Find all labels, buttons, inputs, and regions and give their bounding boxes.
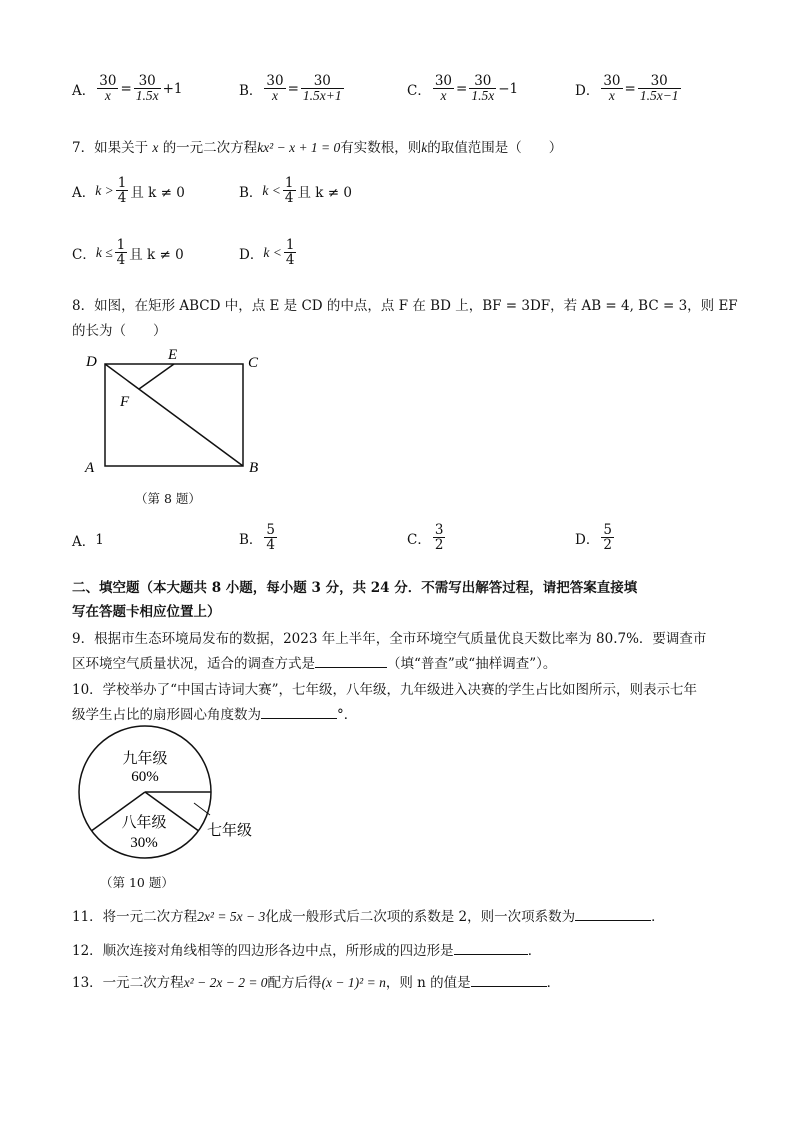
section2-heading-line2: 写在答题卡相应位置上） xyxy=(72,604,221,620)
option-label: C． xyxy=(407,82,431,99)
answer-blank[interactable] xyxy=(471,974,547,987)
slice-label-eighth-grade: 八年级 xyxy=(121,815,167,831)
q8-option-c[interactable]: C． $\frac{3}{2}$ xyxy=(407,522,444,554)
fraction: $\frac{5}{4}$ xyxy=(266,522,276,554)
q10-line2: 级学生占比的扇形圆心角度数为 °． xyxy=(72,707,358,723)
q9-line1: 9．根据市生态环境局发布的数据，2023 年上半年，全市环境空气质量优良天数比率为 80.7%．要调查市 xyxy=(72,631,707,647)
fraction: $\frac{30}{1.5x+1}$ xyxy=(302,73,342,104)
point-e: E xyxy=(168,347,178,363)
fraction: $\frac{30}{1.5x}$ xyxy=(471,73,495,104)
segment-ef xyxy=(139,364,174,389)
q8-option-a[interactable]: A． 1 xyxy=(72,532,104,550)
fraction: $\frac{3}{2}$ xyxy=(434,522,444,554)
slice-pct-eighth-grade: 30% xyxy=(130,835,158,851)
q10-line1: 10．学校举办了“中国古诗词大赛”，七年级，八年级，九年级进入决赛的学生占比如图所示，则表示七年 xyxy=(72,682,697,698)
point-a: A xyxy=(85,460,95,476)
point-d: D xyxy=(86,354,97,370)
q9-line2: 区环境空气质量状况，适合的调查方式是 （填“普查”或“抽样调查”）。 xyxy=(72,656,557,672)
q7-option-c[interactable]: C． k ≤ $\frac{1}{4}$ 且 k ≠ 0 xyxy=(72,237,184,269)
q6-option-d[interactable]: D． $\frac{30}{x}$ = $\frac{30}{1.5x-1}$ xyxy=(575,73,679,104)
q10-pie-chart xyxy=(70,725,280,865)
fraction: $\frac{30}{x}$ xyxy=(434,73,453,104)
q6-option-c[interactable]: C． $\frac{30}{x}$ = $\frac{30}{1.5x}$ −1 xyxy=(407,73,519,104)
fraction: $\frac{1}{4}$ xyxy=(285,237,295,269)
point-b: B xyxy=(249,460,259,476)
diagonal-bd xyxy=(105,364,243,466)
point-f: F xyxy=(120,394,130,410)
fraction: $\frac{30}{1.5x-1}$ xyxy=(639,73,679,104)
fraction: $\frac{1}{4}$ xyxy=(117,175,127,207)
q7-option-a[interactable]: A． k > $\frac{1}{4}$ 且 k ≠ 0 xyxy=(72,175,185,207)
answer-blank[interactable] xyxy=(454,942,528,955)
fraction: $\frac{30}{x}$ xyxy=(603,73,621,104)
q8-caption: （第 8 题） xyxy=(135,491,201,506)
option-tail: +1 xyxy=(162,80,183,97)
slice-label-seventh-grade: 七年级 xyxy=(207,823,253,839)
q11-line: 11．将一元二次方程2x² = 5x − 3化成一般形式后二次项的系数是 2，则一次项系数为 ． xyxy=(72,909,665,925)
fraction: $\frac{5}{2}$ xyxy=(603,522,612,554)
q6-option-a[interactable]: A． $\frac{30}{x}$ = $\frac{30}{1.5x}$ +1 xyxy=(72,73,183,104)
answer-blank[interactable] xyxy=(261,706,337,719)
fraction: $\frac{30}{x}$ xyxy=(266,73,284,104)
answer-blank[interactable] xyxy=(315,655,387,668)
q13-line: 13．一元二次方程x² − 2x − 2 = 0配方后得(x − 1)² = n，则 n 的值是 ． xyxy=(72,975,561,991)
slice-label-ninth-grade: 九年级 xyxy=(122,751,168,767)
point-c: C xyxy=(248,355,259,371)
q8-option-d[interactable]: D． $\frac{5}{2}$ xyxy=(575,522,612,554)
q8-stem-line1: 8．如图，在矩形 ABCD 中，点 E 是 CD 的中点，点 F 在 BD 上，BF = 3DF，若 AB = 4, BC = 3，则 EF xyxy=(72,298,738,314)
q6-option-b[interactable]: B． $\frac{30}{x}$ = $\frac{30}{1.5x+1}$ xyxy=(239,73,342,104)
fraction: $\frac{1}{4}$ xyxy=(284,175,294,207)
seventh-grade-leader-line xyxy=(194,803,210,815)
section2-heading-line1: 二、填空题（本大题共 8 小题，每小题 3 分，共 24 分．不需写出解答过程，请把答案直接填 xyxy=(72,580,638,596)
q7-option-b[interactable]: B． k < $\frac{1}{4}$ 且 k ≠ 0 xyxy=(239,175,352,207)
slice-pct-ninth-grade: 60% xyxy=(131,769,159,785)
q12-line: 12．顺次连接对角线相等的四边形各边中点，所形成的四边形是 ． xyxy=(72,943,542,959)
q8-option-b[interactable]: B． $\frac{5}{4}$ xyxy=(239,522,276,554)
fraction: $\frac{30}{1.5x}$ xyxy=(135,73,159,104)
q7-option-d[interactable]: D． k < $\frac{1}{4}$ xyxy=(239,237,295,269)
q7-stem: 7．如果关于 x 的一元二次方程kx² − x + 1 = 0有实数根，则k的取值范围是（ ） xyxy=(72,140,563,156)
q10-caption: （第 10 题） xyxy=(100,875,174,890)
answer-blank[interactable] xyxy=(575,908,651,921)
option-tail: −1 xyxy=(498,80,519,97)
option-label: D． xyxy=(575,82,600,99)
q8-rectangle-figure xyxy=(80,344,270,484)
option-label: B． xyxy=(239,82,263,99)
q8-stem-line2: 的长为（ ） xyxy=(72,323,167,339)
fraction: $\frac{30}{x}$ xyxy=(99,73,117,104)
option-label: A． xyxy=(72,82,96,99)
fraction: $\frac{1}{4}$ xyxy=(116,237,126,269)
